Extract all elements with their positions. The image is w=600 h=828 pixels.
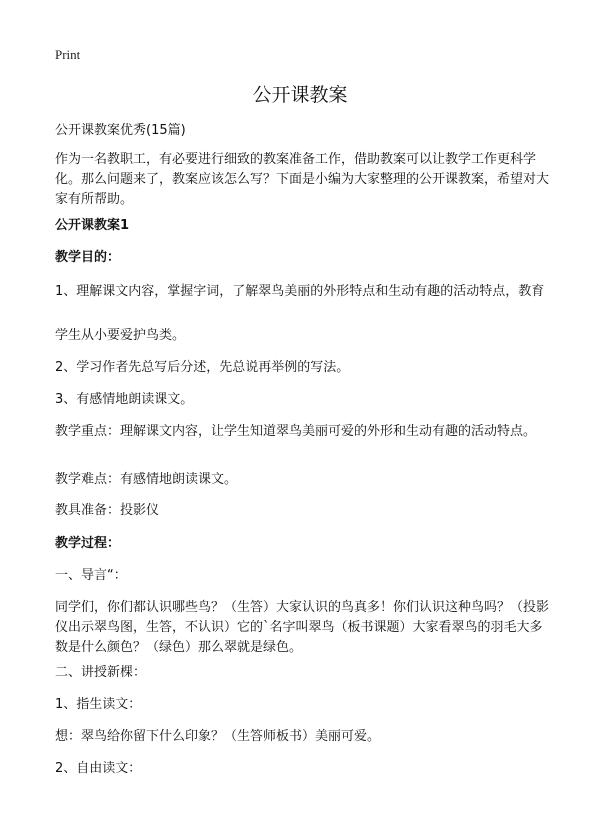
step-2-heading: 二、讲授新棵： [55,665,147,680]
document-subtitle: 公开课教案优秀(15篇) [55,123,186,138]
step-1-heading: 一、导言“： [55,568,127,583]
process-heading: 教学过程： [55,536,121,551]
materials: 教具准备：投影仪 [55,503,160,518]
section-heading: 公开课教案1 [55,218,130,233]
step-2-1-text: 想：翠鸟给你留下什么印象？（生答师板书）美丽可爱。 [55,729,381,744]
goals-heading: 教学目的： [55,250,121,265]
page-title: 公开课教案 [252,84,348,106]
goal-2: 2、学习作者先总写后分述，先总说再举例的写法。 [55,360,350,375]
intro-paragraph: 作为一名教职工，有必要进行细致的教案准备工作，借助教案可以让教学工作更科学化。那么问题来了，教案应该怎么写？下面是小编为大家整理的公开课教案，希望对大家有所帮助。 [55,152,550,207]
goal-1: 1、理解课文内容，掌握字词，了解翠鸟美丽的外形特点和生动有趣的活动特点，教育 [55,284,545,299]
key-point: 教学重点：理解课文内容，让学生知道翠鸟美丽可爱的外形和生动有趣的活动特点。 [55,424,537,439]
step-1-paragraph: 同学们，你们都认识哪些鸟？（生答）大家认识的鸟真多！你们认识这种鸟吗？（投影仪出示翠鸟图，生答，不认识）它的`名字叫翠鸟（板书课题）大家看翠鸟的羽毛大多数是什么颜色？（绿色）那么翠就是绿色。 [55,600,550,655]
difficulty: 教学难点：有感情地朗读课文。 [55,472,238,487]
print-link[interactable]: Print [55,47,81,62]
goal-1-continued: 学生从小要爱护鸟类。 [55,328,186,343]
step-2-1: 1、指生读文： [55,697,142,712]
step-2-2: 2、自由读文： [55,761,142,776]
goal-3: 3、有感情地朗读课文。 [55,392,194,407]
